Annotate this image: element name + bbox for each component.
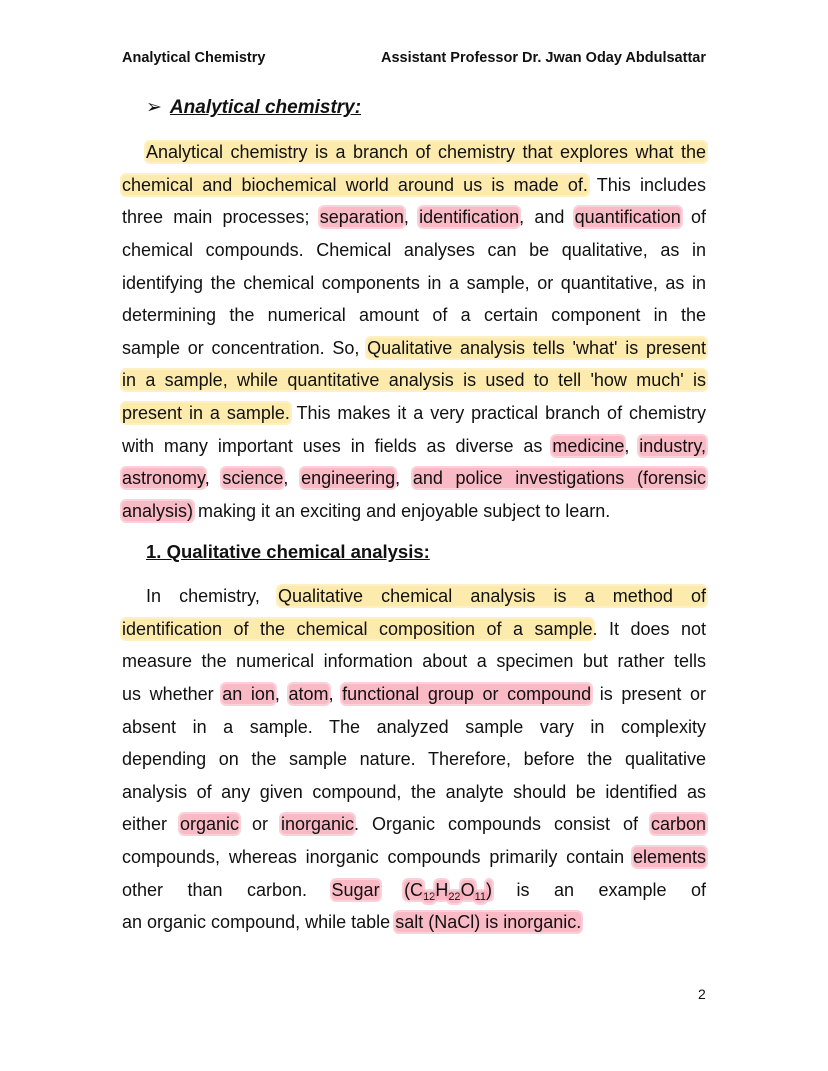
text-line [122, 234, 706, 267]
highlight-pink: atom [288, 683, 329, 704]
text-line [122, 906, 706, 939]
highlight-pink: medicine [552, 435, 625, 456]
text-segment: , and [519, 207, 575, 228]
text-line [122, 462, 706, 495]
text-line [122, 397, 706, 430]
highlight-pink: 11 [474, 891, 486, 904]
highlight-pink: quantification [574, 207, 681, 228]
highlight-pink: engineering [301, 468, 396, 489]
text-segment: an organic compound, while table [122, 912, 396, 933]
text-line [122, 580, 706, 613]
text-segment: , [395, 468, 413, 489]
highlight-pink: analysis) [122, 501, 194, 522]
text-line [122, 299, 706, 332]
text-segment: depending on the sample nature. Therefore, before the qualitative [122, 749, 706, 770]
text-segment: other than carbon. [122, 879, 332, 900]
text-segment: absent in a sample. The analyzed sample vary in complexity [122, 716, 706, 737]
text-segment: three main processes; [122, 207, 320, 228]
text-segment: either [122, 814, 180, 835]
text-line [122, 495, 706, 528]
header-author: Assistant Professor Dr. Jwan Oday Abdulsattar [380, 50, 706, 66]
header-course-title: Analytical Chemistry [122, 50, 266, 66]
highlight-pink: salt (NaCl) is inorganic. [395, 912, 582, 933]
section-heading-text: Analytical chemistry: [169, 97, 362, 118]
paragraph-qualitative-analysis [122, 580, 706, 939]
text-segment: compounds, whereas inorganic compounds primarily contain [122, 847, 633, 868]
text-segment: making it an exciting and enjoyable subject to learn. [193, 501, 611, 522]
highlight-pink: 22 [448, 891, 461, 904]
highlight-pink: astronomy [122, 468, 205, 489]
paragraph-analytical-chemistry [122, 136, 706, 528]
text-line [122, 201, 706, 234]
highlight-pink: elements [632, 847, 706, 868]
highlight-yellow: chemical and biochemical world around us is made of. [122, 174, 588, 195]
text-segment: . It does not [592, 618, 707, 639]
highlight-pink: ) [486, 879, 492, 900]
text-segment: sample or concentration. So, [122, 337, 368, 358]
text-segment: analysis of any given compound, the analyte should be identified as [122, 781, 706, 802]
highlight-pink: and police investigations (forensic [412, 468, 706, 489]
highlight-pink: an ion [222, 683, 275, 704]
highlight-yellow: Analytical chemistry is a branch of chemistry that explores what the [146, 142, 706, 162]
text-segment: us whether [122, 683, 223, 704]
text-segment: chemical compounds. Chemical analyses can be qualitative, as in [122, 239, 706, 260]
text-line [122, 711, 706, 744]
text-line [122, 169, 706, 202]
highlight-pink: 12 [423, 891, 436, 904]
text-segment: This includes [587, 174, 706, 195]
text-segment: , [403, 207, 420, 228]
text-line [122, 136, 706, 169]
text-line [122, 808, 706, 841]
text-line [122, 678, 706, 711]
highlight-pink: carbon [650, 814, 707, 835]
text-line [122, 841, 706, 874]
text-segment: , [328, 683, 343, 704]
highlight-yellow: Qualitative analysis tells 'what' is present [367, 337, 706, 358]
text-line [122, 645, 706, 678]
text-line [122, 743, 706, 776]
text-segment: with many important uses in fields as diverse as [122, 435, 553, 456]
text-segment: of [680, 207, 706, 228]
highlight-yellow: present in a sample. [122, 403, 290, 424]
highlight-yellow: Qualitative chemical analysis is a method of [277, 586, 706, 606]
highlight-pink: (C [404, 879, 424, 900]
text-segment: measure the numerical information about a specimen but rather tells [122, 651, 706, 672]
text-segment [380, 880, 404, 900]
text-segment: determining the numerical amount of a certain component in the [122, 305, 706, 326]
highlight-yellow: identification of the chemical composition of a sample [122, 618, 593, 639]
text-segment: is present or [591, 683, 706, 704]
text-line [122, 430, 706, 463]
highlight-pink: separation [319, 207, 404, 228]
highlight-pink: H [435, 879, 449, 900]
highlight-pink: identification [419, 207, 520, 228]
text-segment: , [624, 435, 640, 456]
highlight-yellow: in a sample, while quantitative analysis is used to tell 'how much' is [122, 370, 706, 391]
text-segment: , [274, 683, 289, 704]
highlight-pink: organic [180, 814, 240, 835]
section-heading [146, 96, 361, 119]
text-line [122, 874, 706, 907]
subsection-heading [146, 541, 430, 563]
arrow-bullet-icon: ➢ [146, 97, 162, 118]
highlight-pink: industry, [639, 435, 706, 456]
text-segment: or [239, 814, 281, 835]
highlight-pink: functional group or compound [342, 683, 592, 704]
page-number: 2 [698, 986, 706, 1002]
subsection-heading-text: 1. Qualitative chemical analysis: [146, 541, 430, 562]
text-line [122, 332, 706, 365]
text-line [122, 613, 706, 646]
highlight-pink: O [460, 879, 475, 900]
highlight-pink: Sugar [331, 879, 380, 900]
text-segment: , [283, 468, 302, 489]
text-segment: . Organic compounds consist of [354, 814, 651, 835]
highlight-pink: inorganic [280, 814, 355, 835]
text-line [122, 364, 706, 397]
text-segment: is an example of [492, 879, 706, 900]
text-line [122, 776, 706, 809]
text-line [122, 267, 706, 300]
text-segment: , [204, 468, 223, 489]
text-segment: identifying the chemical components in a sample, or quantitative, as in [122, 272, 706, 293]
text-segment: This makes it a very practical branch of chemistry [289, 403, 706, 424]
highlight-pink: science [222, 468, 284, 489]
text-segment: In chemistry, [146, 586, 278, 606]
